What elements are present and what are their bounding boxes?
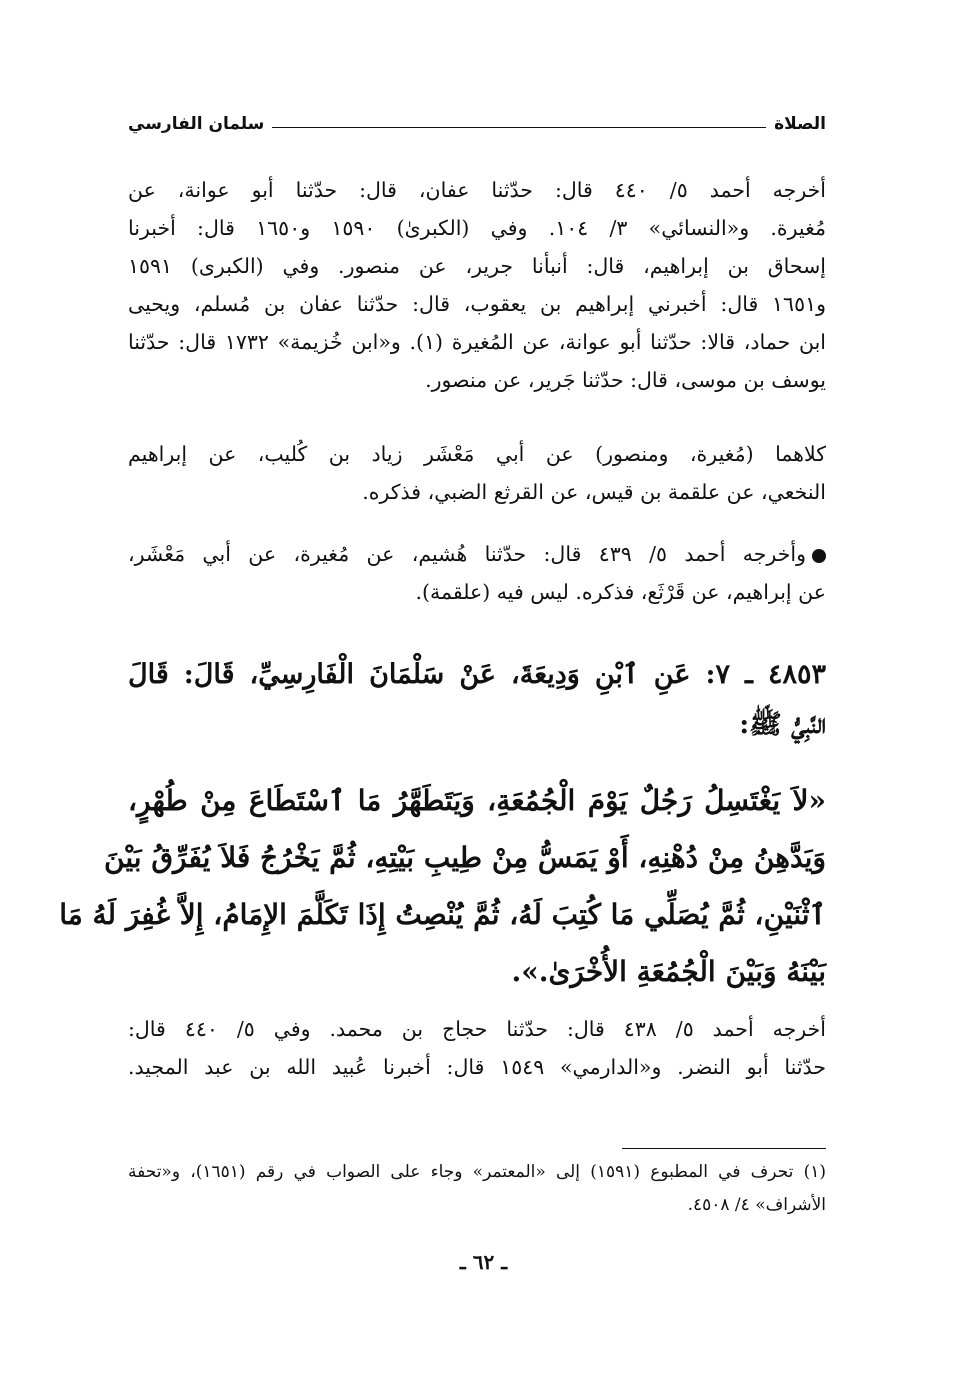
- paragraph-line: [128, 535, 826, 573]
- paragraph-line: و١٦٥١ قال: أخبرني إبراهيم بن يعقوب، قال: حدّثنا عفان بن مُسلم، ويحيى: [128, 292, 826, 316]
- paragraph-line: أخرجه أحمد ٥/ ٤٤٠ قال: حدّثنا عفان، قال: حدّثنا أبو عوانة، عن: [128, 178, 826, 202]
- hadith-text-line: ٱثْنَيْنِ، ثُمَّ يُصَلِّي مَا كُتِبَ لَهُ، ثُمَّ يُنْصِتُ إِذَا تَكَلَّمَ الإِمَامُ، إِلاَّ غُفِرَ لَهُ مَا: [59, 898, 826, 931]
- paragraph-line: ابن حماد، قالا: حدّثنا أبو عوانة، عن المُغيرة (١). و«ابن خُزيمة» ١٧٣٢ قال: حدّثنا: [128, 330, 826, 354]
- paragraph-line: أخرجه أحمد ٥/ ٤٣٨ قال: حدّثنا حجاج بن محمد. وفي ٥/ ٤٤٠ قال:: [128, 1017, 826, 1041]
- header-rule: [272, 127, 766, 128]
- hadith-text: [59, 772, 826, 1000]
- footnote-line: الأشراف» ٤/ ٤٥٠٨.: [687, 1195, 826, 1215]
- takhrij-paragraph-4: [128, 1010, 826, 1086]
- bullet-icon: [812, 549, 826, 563]
- paragraph-line: كلاهما (مُغيرة، ومنصور) عن أبي مَعْشَر زياد بن كُليب، عن إبراهيم: [128, 442, 826, 466]
- hadith-heading-line: النَّبِيُّ ﷺ:: [739, 709, 826, 740]
- paragraph-line: مُغيرة. و«النسائي» ٣/ ١٠٤. وفي (الكبرىٰ) ١٥٩٠ و١٦٥٠ قال: أخبرنا: [128, 216, 826, 240]
- hadith-heading-line: ٤٨٥٣ ـ ٧: عَنِ ٱبْنِ وَدِيعَةَ، عَنْ سَلْمَانَ الْفَارِسِيِّ، قَالَ: قَالَ: [128, 659, 826, 690]
- header-companion-name: سلمان الفارسي: [128, 114, 265, 134]
- running-header: [128, 112, 826, 136]
- hadith-text-line: «لاَ يَغْتَسِلُ رَجُلٌ يَوْمَ الْجُمُعَةِ، وَيَتَطَهَّرُ مَا ٱسْتَطَاعَ مِنْ طُهْرٍ،: [128, 784, 826, 817]
- paragraph-line: النخعي، عن علقمة بن قيس، عن القرثع الضبي، فذكره.: [362, 480, 826, 504]
- footnote-separator: [622, 1148, 826, 1149]
- hadith-text-line: بَيْنَهُ وَبَيْنَ الْجُمُعَةِ الأُخْرَىٰ.».: [511, 955, 826, 988]
- paragraph-line-text: وأخرجه أحمد ٥/ ٤٣٩ قال: حدّثنا هُشيم، عن مُغيرة، عن أبي مَعْشَر،: [128, 542, 806, 566]
- paragraph-line: حدّثنا أبو النضر. و«الدارمي» ١٥٤٩ قال: أخبرنا عُبيد الله بن عبد المجيد.: [128, 1055, 826, 1079]
- footnote-line: (١) تحرف في المطبوع (١٥٩١) إلى «المعتمر» وجاء على الصواب في رقم (١٦٥١)، و«تحفة: [128, 1162, 826, 1182]
- paragraph-line: يوسف بن موسى، قال: حدّثنا جَرير، عن منصور.: [425, 368, 826, 392]
- header-chapter-title: الصلاة: [774, 114, 826, 134]
- takhrij-paragraph-1: [128, 171, 826, 399]
- paragraph-line: إسحاق بن إبراهيم، قال: أنبأنا جرير، عن منصور. وفي (الكبرى) ١٥٩١: [128, 254, 826, 278]
- takhrij-paragraph-3: [128, 535, 826, 611]
- paragraph-line: عن إبراهيم، عن قَرْثَع، فذكره. ليس فيه (علقمة).: [415, 580, 826, 604]
- takhrij-paragraph-2: [128, 435, 826, 511]
- hadith-text-line: وَيَدَّهِنُ مِنْ دُهْنِهِ، أَوْ يَمَسُّ مِنْ طِيبِ بَيْتِهِ، ثُمَّ يَخْرُجُ فَلاَ يُفَرِّقُ بَيْنَ: [104, 841, 826, 874]
- hadith-heading: [128, 650, 826, 750]
- footnote: [128, 1156, 826, 1222]
- page-number: ـ ٦٢ ـ: [459, 1250, 508, 1274]
